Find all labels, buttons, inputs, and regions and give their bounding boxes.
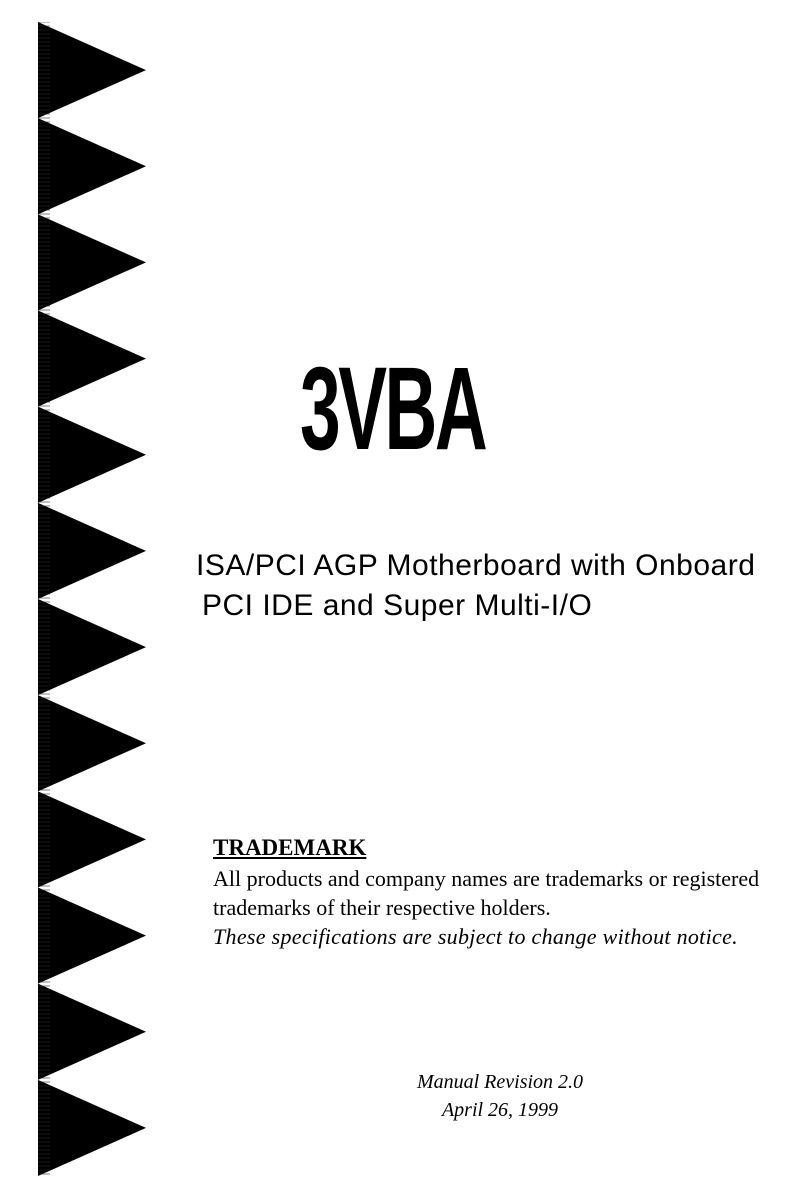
spine-tooth bbox=[38, 984, 146, 1080]
spine-tooth bbox=[38, 888, 146, 984]
spine-tooth bbox=[38, 1080, 146, 1176]
sawtooth-spine-decoration bbox=[38, 22, 146, 1176]
spine-tooth bbox=[38, 118, 146, 214]
trademark-body: All products and company names are trademarks or registered trademarks of their respective holders. bbox=[213, 866, 760, 920]
model-title: 3VBA bbox=[300, 343, 486, 475]
subtitle-line-1: ISA/PCI AGP Motherboard with Onboard bbox=[196, 549, 756, 582]
spine-tooth bbox=[38, 214, 146, 310]
trademark-section bbox=[213, 833, 773, 951]
trademark-heading: TRADEMARK bbox=[213, 835, 367, 860]
spine-tooth bbox=[38, 311, 146, 407]
revision-block bbox=[340, 1068, 660, 1124]
spine-tooth bbox=[38, 503, 146, 599]
spine-tooth bbox=[38, 599, 146, 695]
manual-revision: Manual Revision 2.0 bbox=[416, 1071, 584, 1093]
spine-tooth bbox=[38, 407, 146, 503]
specification-notice: These specifications are subject to change without notice. bbox=[213, 924, 738, 949]
spine-tooth bbox=[38, 695, 146, 791]
spine-tooth bbox=[38, 22, 146, 118]
spine-tooth bbox=[38, 791, 146, 887]
revision-date: April 26, 1999 bbox=[441, 1099, 559, 1121]
subtitle-line-2: PCI IDE and Super Multi-I/O bbox=[202, 589, 593, 622]
product-subtitle bbox=[196, 546, 796, 626]
